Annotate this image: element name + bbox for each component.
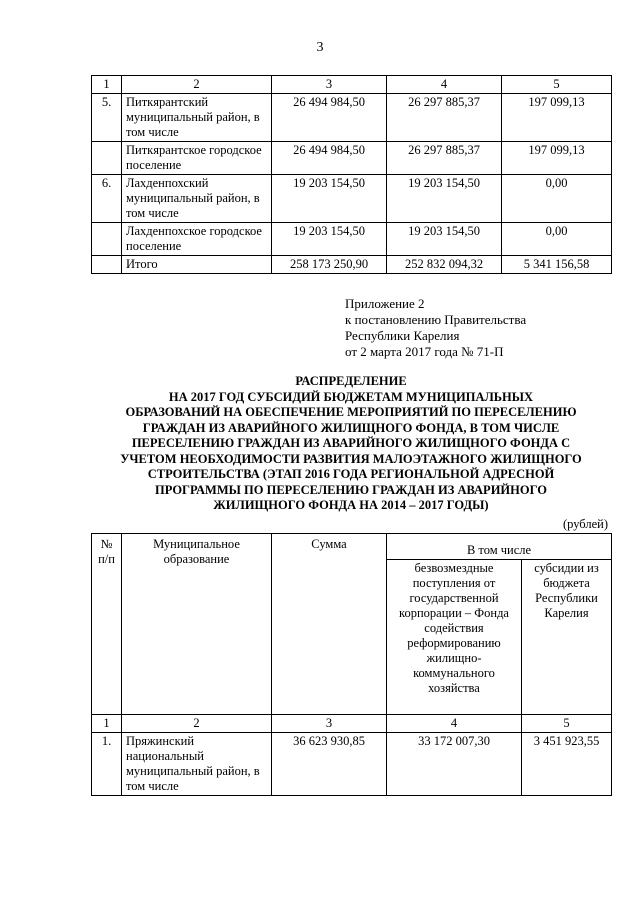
- total-fund-value: 252 832 094,32: [387, 256, 502, 274]
- document-title: [91, 374, 611, 514]
- republic-subsidy-value: 3 451 923,55: [522, 733, 612, 796]
- row-number: 1.: [92, 733, 122, 796]
- table-total-row: [92, 256, 612, 274]
- sum-value: 19 203 154,50: [272, 223, 387, 256]
- row-number: [92, 142, 122, 175]
- column-number: 2: [122, 76, 272, 94]
- sum-value: 36 623 930,85: [272, 733, 387, 796]
- row-number: 5.: [92, 94, 122, 142]
- table-row: [92, 142, 612, 175]
- table-column-numbers: [92, 76, 612, 94]
- sum-value: 26 494 984,50: [272, 142, 387, 175]
- republic-subsidy-value: 0,00: [502, 223, 612, 256]
- fund-value: 19 203 154,50: [387, 175, 502, 223]
- total-label: Итого: [122, 256, 272, 274]
- republic-subsidy-value: 197 099,13: [502, 142, 612, 175]
- column-number: 1: [92, 76, 122, 94]
- appendix-line: к постановлению Правительства: [345, 312, 527, 327]
- table-row: [92, 223, 612, 256]
- republic-subsidy-value: 197 099,13: [502, 94, 612, 142]
- units-label: (рублей): [562, 517, 608, 531]
- republic-subsidy-value: 0,00: [502, 175, 612, 223]
- column-number: 4: [387, 715, 522, 733]
- table-row: [92, 733, 612, 796]
- header-municipality: Муниципальное образование: [122, 534, 272, 715]
- column-number: 3: [272, 715, 387, 733]
- header-including: В том числе: [387, 534, 612, 560]
- header-sum: Сумма: [272, 534, 387, 715]
- row-number: [92, 256, 122, 274]
- column-number: 5: [522, 715, 612, 733]
- title-line: НА 2017 ГОД СУБСИДИЙ БЮДЖЕТАМ МУНИЦИПАЛЬНЫХ: [168, 389, 534, 404]
- column-number: 3: [272, 76, 387, 94]
- sum-value: 19 203 154,50: [272, 175, 387, 223]
- municipality-name: Лахденпохское городское поселение: [122, 223, 272, 256]
- title-line: ГРАЖДАН ИЗ АВАРИЙНОГО ЖИЛИЩНОГО ФОНДА, В ТОМ ЧИСЛЕ: [142, 420, 560, 435]
- title-line: УЧЕТОМ НЕОБХОДИМОСТИ РАЗВИТИЯ МАЛОЭТАЖНОГО ЖИЛИЩНОГО: [120, 451, 582, 466]
- appendix-note: [345, 296, 526, 360]
- header-republic-subsidy: субсидии из бюджета Республики Карелия: [522, 560, 612, 715]
- sum-value: 26 494 984,50: [272, 94, 387, 142]
- column-number: 2: [122, 715, 272, 733]
- distribution-table-continued: [91, 75, 612, 274]
- municipality-name: Пряжинский национальный муниципальный район, в том числе: [122, 733, 272, 796]
- municipality-name: Питкярантское городское поселение: [122, 142, 272, 175]
- title-line: ЖИЛИЩНОГО ФОНДА НА 2014 – 2017 ГОДЫ): [213, 498, 489, 512]
- title-line: ПЕРЕСЕЛЕНИЮ ГРАЖДАН ИЗ АВАРИЙНОГО ЖИЛИЩНОГО ФОНДА С: [131, 436, 571, 450]
- table-row: [92, 175, 612, 223]
- column-number: 4: [387, 76, 502, 94]
- total-republic-subsidy-value: 5 341 156,58: [502, 256, 612, 274]
- column-number: 5: [502, 76, 612, 94]
- header-fund: безвозмездные поступления от государственной корпорации – Фонда содействия реформированию жилищно-коммунального хозяйства: [387, 560, 522, 715]
- fund-value: 26 297 885,37: [387, 94, 502, 142]
- municipality-name: Питкярантский муниципальный район, в том числе: [122, 94, 272, 142]
- title-line: РАСПРЕДЕЛЕНИЕ: [295, 374, 407, 388]
- fund-value: 26 297 885,37: [387, 142, 502, 175]
- row-number: [92, 223, 122, 256]
- table-column-numbers: [92, 715, 612, 733]
- fund-value: 33 172 007,30: [387, 733, 522, 796]
- table-row: [92, 94, 612, 142]
- title-line: СТРОИТЕЛЬСТВА (ЭТАП 2016 ГОДА РЕГИОНАЛЬНОЙ АДРЕСНОЙ: [147, 467, 555, 481]
- appendix-line: Приложение 2: [345, 296, 425, 311]
- title-line: ПРОГРАММЫ ПО ПЕРЕСЕЛЕНИЮ ГРАЖДАН ИЗ АВАРИЙНОГО: [155, 482, 547, 497]
- column-number: 1: [92, 715, 122, 733]
- table-header-row: [92, 534, 612, 560]
- appendix-line: Республики Карелия: [345, 328, 460, 343]
- page-number: 3: [316, 40, 324, 55]
- row-number: 6.: [92, 175, 122, 223]
- distribution-table: [91, 533, 612, 796]
- header-number: № п/п: [92, 534, 122, 715]
- appendix-line: от 2 марта 2017 года № 71-П: [345, 344, 504, 359]
- total-sum-value: 258 173 250,90: [272, 256, 387, 274]
- title-line: ОБРАЗОВАНИЙ НА ОБЕСПЕЧЕНИЕ МЕРОПРИЯТИЙ ПО ПЕРЕСЕЛЕНИЮ: [125, 405, 577, 419]
- municipality-name: Лахденпохский муниципальный район, в том числе: [122, 175, 272, 223]
- fund-value: 19 203 154,50: [387, 223, 502, 256]
